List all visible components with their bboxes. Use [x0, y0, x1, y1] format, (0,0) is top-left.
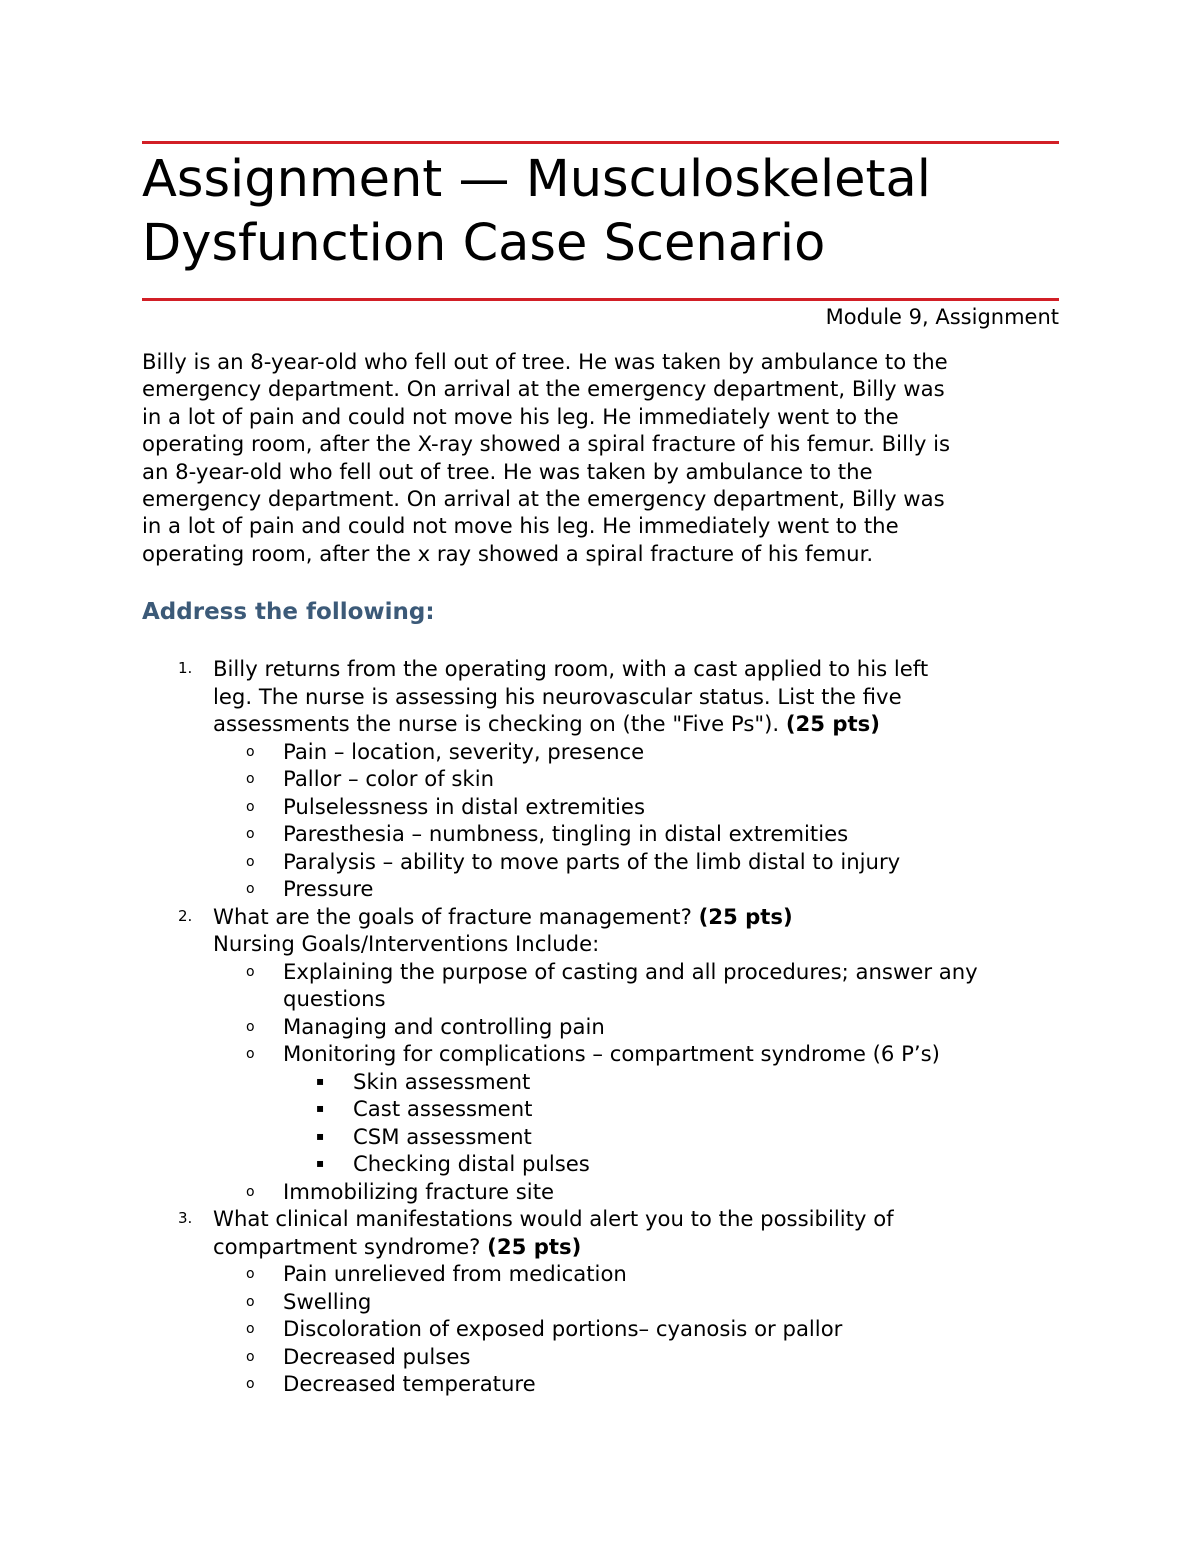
list-item-text: Paralysis – ability to move parts of the limb distal to injury [283, 848, 901, 874]
list-item [142, 793, 1072, 821]
sub-list-item [142, 1095, 1072, 1123]
question-number: 1. [178, 659, 193, 677]
square-bullet-icon: ▪ [316, 1128, 325, 1143]
question-text: compartment syndrome? [213, 1233, 488, 1259]
circle-bullet-icon: o [246, 798, 255, 815]
list-item-text: Managing and controlling pain [283, 1013, 605, 1039]
points-label: (25 pts) [698, 903, 793, 929]
title-bottom-rule [142, 298, 1059, 301]
square-bullet-icon: ▪ [316, 1156, 325, 1170]
list-item-text: Pain – location, severity, presence [283, 738, 645, 764]
circle-bullet-icon: o [246, 853, 255, 870]
points-label: (25 pts) [785, 711, 880, 736]
circle-bullet-icon: o [246, 1293, 255, 1310]
question-1 [142, 655, 1072, 738]
square-bullet-icon: ▪ [316, 1101, 325, 1115]
question-text-line [213, 903, 1072, 931]
list-item-text: Monitoring for complications – compartment syndrome (6 P’s) [283, 1041, 940, 1066]
question-text-line: leg. The nurse is assessing his neurovascular status. List the five [213, 683, 902, 709]
intro-line: an 8-year-old who fell out of tree. He was taken by ambulance to the [142, 458, 873, 484]
list-item-text: Decreased pulses [283, 1343, 471, 1369]
list-item-text: Pressure [283, 876, 374, 901]
list-item-text: questions [283, 986, 386, 1011]
question-list [142, 655, 1072, 1398]
question-text-line [213, 1233, 1072, 1261]
answer-subheading: Nursing Goals/Interventions Include: [213, 931, 600, 956]
list-item [142, 1370, 1072, 1398]
page-title-line-1: Assignment — Musculoskeletal [142, 150, 931, 209]
circle-bullet-icon: o [246, 1376, 255, 1392]
list-item-text: Discoloration of exposed portions– cyanosis or pallor [283, 1316, 843, 1341]
circle-bullet-icon: o [246, 1046, 255, 1062]
circle-bullet-icon: o [246, 963, 255, 980]
title-top-rule [142, 141, 1059, 144]
list-item [142, 875, 1072, 903]
sub-list-item [142, 1068, 1072, 1096]
list-item-text: Paresthesia – numbness, tingling in distal extremities [283, 821, 849, 846]
case-scenario-paragraph [142, 348, 1067, 567]
square-bullet-icon: ▪ [316, 1073, 325, 1088]
list-item [142, 1260, 1072, 1288]
list-item [142, 738, 1072, 766]
list-item [142, 1178, 1072, 1206]
intro-line: operating room, after the x ray showed a spiral fracture of his femur. [142, 540, 874, 566]
intro-line: emergency department. On arrival at the emergency department, Billy was [142, 486, 945, 512]
section-heading: Address the following: [142, 599, 435, 625]
list-item [142, 1315, 1072, 1343]
list-item-text: Pulselessness in distal extremities [283, 793, 645, 819]
list-item [142, 1013, 1072, 1041]
module-subtitle: Module 9, Assignment [825, 305, 1059, 329]
points-label: (25 pts) [487, 1233, 582, 1259]
list-item [142, 765, 1072, 793]
circle-bullet-icon: o [246, 743, 255, 760]
circle-bullet-icon: o [246, 1321, 255, 1337]
list-item-text: Swelling [283, 1288, 372, 1314]
page-title [142, 148, 1062, 276]
circle-bullet-icon: o [246, 826, 255, 842]
question-number: 3. [178, 1209, 193, 1227]
list-item [142, 1288, 1072, 1316]
sub-list-item [142, 1150, 1072, 1178]
list-item-text: Checking distal pulses [353, 1151, 590, 1176]
intro-line: Billy is an 8-year-old who fell out of tree. He was taken by ambulance to the [142, 349, 948, 374]
list-item-text: Pallor – color of skin [283, 766, 495, 791]
list-item-text: Cast assessment [353, 1096, 533, 1121]
question-text-line: Billy returns from the operating room, with a cast applied to his left [213, 656, 929, 681]
page-title-line-2: Dysfunction Case Scenario [142, 214, 826, 273]
circle-bullet-icon: o [246, 1018, 255, 1035]
list-item-text: CSM assessment [353, 1123, 532, 1149]
question-text: assessments the nurse is checking on (the "Five Ps"). [213, 711, 786, 736]
list-item [142, 820, 1072, 848]
list-item-text: Immobilizing fracture site [283, 1178, 555, 1204]
list-item [142, 958, 1072, 1013]
list-item [142, 1040, 1072, 1068]
circle-bullet-icon: o [246, 1266, 255, 1282]
circle-bullet-icon: o [246, 1183, 255, 1200]
list-item [142, 1343, 1072, 1371]
question-text-line: What clinical manifestations would alert you to the possibility of [213, 1206, 894, 1231]
intro-line: in a lot of pain and could not move his leg. He immediately went to the [142, 513, 899, 539]
intro-line: operating room, after the X-ray showed a spiral fracture of his femur. Billy is [142, 431, 951, 457]
question-2 [142, 903, 1072, 958]
question-text: What are the goals of fracture management? [213, 903, 699, 929]
list-item-text: Skin assessment [353, 1068, 531, 1094]
question-number: 2. [178, 906, 193, 925]
list-item-text: Decreased temperature [283, 1371, 536, 1396]
circle-bullet-icon: o [246, 1348, 255, 1365]
question-text-line [213, 710, 1072, 738]
intro-line: in a lot of pain and could not move his leg. He immediately went to the [142, 403, 899, 429]
sub-list-item [142, 1123, 1072, 1151]
intro-line: emergency department. On arrival at the emergency department, Billy was [142, 376, 945, 402]
list-item-text: Pain unrelieved from medication [283, 1261, 627, 1286]
circle-bullet-icon: o [246, 771, 255, 787]
list-item-text: Explaining the purpose of casting and all procedures; answer any [283, 958, 978, 984]
circle-bullet-icon: o [246, 881, 255, 897]
list-item [142, 848, 1072, 876]
question-3 [142, 1205, 1072, 1260]
